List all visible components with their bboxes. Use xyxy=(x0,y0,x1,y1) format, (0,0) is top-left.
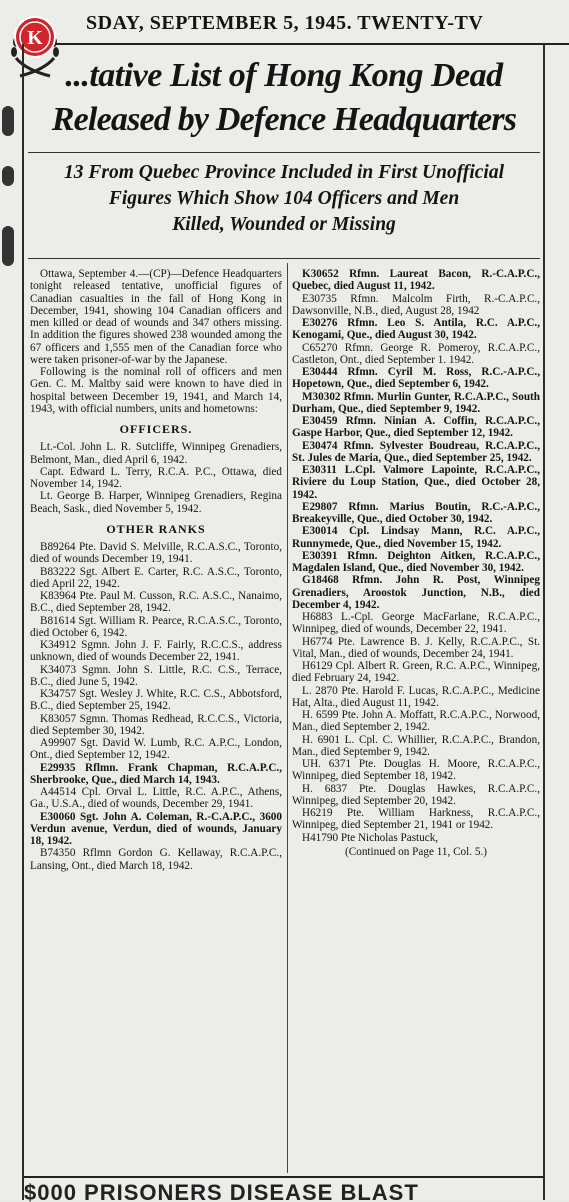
casualty-entry: K30652 Rfmn. Laureat Bacon, R.-C.A.P.C., Quebec, died August 11, 1942. xyxy=(292,268,540,293)
casualty-entry: UH. 6371 Pte. Douglas H. Moore, R.C.A.P.C., Winnipeg, died September 18, 1942. xyxy=(292,758,540,783)
casualty-entry: H. 6599 Pte. John A. Moffatt, R.C.A.P.C., Norwood, Man., died September 2, 1942. xyxy=(292,709,540,734)
continued-note: (Continued on Page 11, Col. 5.) xyxy=(345,845,487,858)
column-rule-left xyxy=(22,44,24,1200)
headline-line-1: ...tative List of Hong Kong Dead xyxy=(65,57,503,94)
casualty-entry: K83057 Sgmn. Thomas Redhead, R.C.C.S., Victoria, died September 30, 1942. xyxy=(30,712,282,737)
other-ranks-heading: OTHER RANKS xyxy=(106,521,206,536)
subhead-line-1: 13 From Quebec Province Included in First Unofficial xyxy=(63,162,505,183)
casualty-entry: E30060 Sgt. John A. Coleman, R.-C.A.P.C., 3600 Verdun avenue, Verdun, died of wounds, January 18, 1942. xyxy=(30,810,282,847)
subhead-rule xyxy=(28,258,540,259)
headline xyxy=(28,54,540,142)
masthead-date-line: SDAY, SEPTEMBER 5, 1945. TWENTY-TV xyxy=(86,12,484,34)
casualty-entry: Lt. George B. Harper, Winnipeg Grenadiers, Regina Beach, Sask., died November 5, 1942. xyxy=(30,490,282,515)
adjacent-column-right-fragment xyxy=(546,60,569,1200)
casualty-entry: G18468 Rfmn. John R. Post, Winnipeg Grenadiers, Aroostok Junction, N.B., died December 4, 1942. xyxy=(292,574,540,611)
casualty-entry: H41790 Pte Nicholas Pastuck, xyxy=(302,831,439,844)
casualty-entry: E29935 Rflmn. Frank Chapman, R.C.A.P.C., Sherbrooke, Que., died March 14, 1943. xyxy=(30,761,282,786)
masthead xyxy=(0,0,569,44)
casualty-entry: M30302 Rfmn. Murlin Gunter, R.C.A.P.C., South Durham, Que., died September 9, 1942. xyxy=(292,390,540,415)
casualty-entry: E30391 Rfmn. Deighton Aitken, R.C.A.P.C., Magdalen Island, Que., died November 30, 1942. xyxy=(292,549,540,574)
casualty-entry: Lt.-Col. John L. R. Sutcliffe, Winnipeg Grenadiers, Belmont, Man., died April 6, 1942. xyxy=(30,441,282,466)
casualty-entry: E30311 L.Cpl. Valmore Lapointe, R.C.A.P.C., Riviere du Loup Station, Que., died October 28, 1942. xyxy=(292,464,540,501)
casualty-entry: E30014 Cpl. Lindsay Mann, R.C. A.P.C., Runnymede, Que., died November 15, 1942. xyxy=(292,525,540,550)
casualty-entry: H6129 Cpl. Albert R. Green, R.C. A.P.C., Winnipeg, died February 24, 1942. xyxy=(292,660,540,685)
officers-list xyxy=(30,441,282,515)
casualty-entry: A44514 Cpl. Orval L. Little, R.C. A.P.C., Athens, Ga., U.S.A., died of wounds, December 29, 1941. xyxy=(30,786,282,811)
subhead-line-2: Figures Which Show 104 Officers and Men xyxy=(108,188,460,209)
intro-paragraph-2: Following is the nominal roll of officers and men Gen. C. M. Maltby said were known to have died in hospital between December 19, 1941, and March 14, 1943, with official numbers, units and hometowns: xyxy=(30,366,282,415)
casualty-entry: B81614 Sgt. William R. Pearce, R.C.A.S.C., Toronto, died October 6, 1942. xyxy=(30,614,282,639)
column-rule-right xyxy=(543,44,545,1200)
casualty-entry: H6774 Pte. Lawrence B. J. Kelly, R.C.A.P.C., St. Vital, Man., died of wounds, December 24, 1941. xyxy=(292,635,540,660)
casualty-entry: K34073 Sgmn. John S. Little, R.C. C.S., Terrace, B.C., died June 5, 1942. xyxy=(30,663,282,688)
other-ranks-list xyxy=(30,541,282,872)
casualty-entry: B74350 Rflmn Gordon G. Kellaway, R.C.A.P.C., Lansing, Ont., died March 18, 1942. xyxy=(30,847,282,872)
officers-heading: OFFICERS. xyxy=(119,422,193,436)
casualty-entry: Capt. Edward L. Terry, R.C.A. P.C., Ottawa, died November 14, 1942. xyxy=(30,465,282,490)
casualty-entry: C65270 Rfmn. George R. Pomeroy, R.C.A.P.C., Castleton, Ont., died September 1. 1942. xyxy=(292,341,540,366)
next-story-headline-fragment: $000 PRISONERS DISEASE BLAST xyxy=(24,1176,543,1202)
svg-text:K: K xyxy=(27,27,43,49)
casualty-entry: K34912 Sgmn. John J. F. Fairly, R.C.C.S., address unknown, died of wounds December 22, 1941. xyxy=(30,639,282,664)
casualty-entry: E30474 Rfmn. Sylvester Boudreau, R.C.A.P.C., St. Jules de Maria, Que., died September 25, 1942. xyxy=(292,439,540,464)
headline-rule xyxy=(28,152,540,153)
subhead-line-3: Killed, Wounded or Missing xyxy=(172,214,396,235)
casualty-entry: K34757 Sgt. Wesley J. White, R.C. C.S., Abbotsford, B.C., died September 25, 1942. xyxy=(30,688,282,713)
casualty-entry: E30444 Rfmn. Cyril M. Ross, R.C.-A.P.C., Hopetown, Que., died September 6, 1942. xyxy=(292,366,540,391)
casualty-entry: E29807 Rfmn. Marius Boutin, R.C.-A.P.C., Breakeyville, Que., died October 30, 1942. xyxy=(292,500,540,525)
casualty-entry: E30276 Rfmn. Leo S. Antila, R.C. A.P.C., Kenogami, Que., died August 30, 1942. xyxy=(292,317,540,342)
masthead-rule xyxy=(22,43,569,45)
article-column-left xyxy=(30,268,282,1173)
casualty-entry: H. 6837 Pte. Douglas Hawkes, R.C.A.P.C., Winnipeg, died September 20, 1942. xyxy=(292,782,540,807)
casualty-entry: E30735 Rfmn. Malcolm Firth, R.-C.A.P.C., Dawsonville, N.B., died, August 28, 1942 xyxy=(292,292,540,317)
casualty-entry: B83222 Sgt. Albert E. Carter, R.C. A.S.C., Toronto, died April 22, 1942. xyxy=(30,565,282,590)
casualty-entry: K83964 Pte. Paul M. Cusson, R.C. A.S.C., Nanaimo, B.C., died September 28, 1942. xyxy=(30,590,282,615)
article-column-right xyxy=(292,268,540,1173)
casualty-list-continued xyxy=(292,268,540,844)
casualty-entry: B89264 Pte. David S. Melville, R.C.A.S.C., Toronto, died of wounds December 19, 1941. xyxy=(30,541,282,566)
casualty-entry: H6219 Pte. William Harkness, R.C.A.P.C., Winnipeg, died September 21, 1941 or 1942. xyxy=(292,807,540,832)
intro-paragraph: Ottawa, September 4.—(CP)—Defence Headquarters tonight released tentative, unofficial figures of Canadian casualties in the fall of Hong Kong in December, 1941, showing 104 Canadian officers and men killed or dead of wounds and 347 others missing. In addition the figures showed 238 wounded among the 67 officers and 1,555 men of the Canadian force who were taken prisoner-of-war by the Japanese. xyxy=(30,268,282,366)
casualty-entry: E30459 Rfmn. Ninian A. Coffin, R.C.A.P.C., Gaspe Harbor, Que., died September 12, 1942. xyxy=(292,415,540,440)
casualty-entry: L. 2870 Pte. Harold F. Lucas, R.C.A.P.C., Medicine Hat, Alta., died August 11, 1942. xyxy=(292,684,540,709)
casualty-entry: H6883 L.-Cpl. George MacFarlane, R.C.A.P.C., Winnipeg, died of wounds, December 22, 1941. xyxy=(292,611,540,636)
adjacent-column-left-fragment xyxy=(0,60,20,1200)
casualty-entry: A99907 Sgt. David W. Lumb, R.C. A.P.C., London, Ont., died September 12, 1942. xyxy=(30,737,282,762)
subheadline xyxy=(30,160,538,238)
headline-line-2: Released by Defence Headquarters xyxy=(51,101,517,138)
casualty-entry: H. 6901 L. Cpl. C. Whillier, R.C.A.P.C., Brandon, Man., died September 9, 1942. xyxy=(292,733,540,758)
column-rule-middle xyxy=(287,263,288,1173)
